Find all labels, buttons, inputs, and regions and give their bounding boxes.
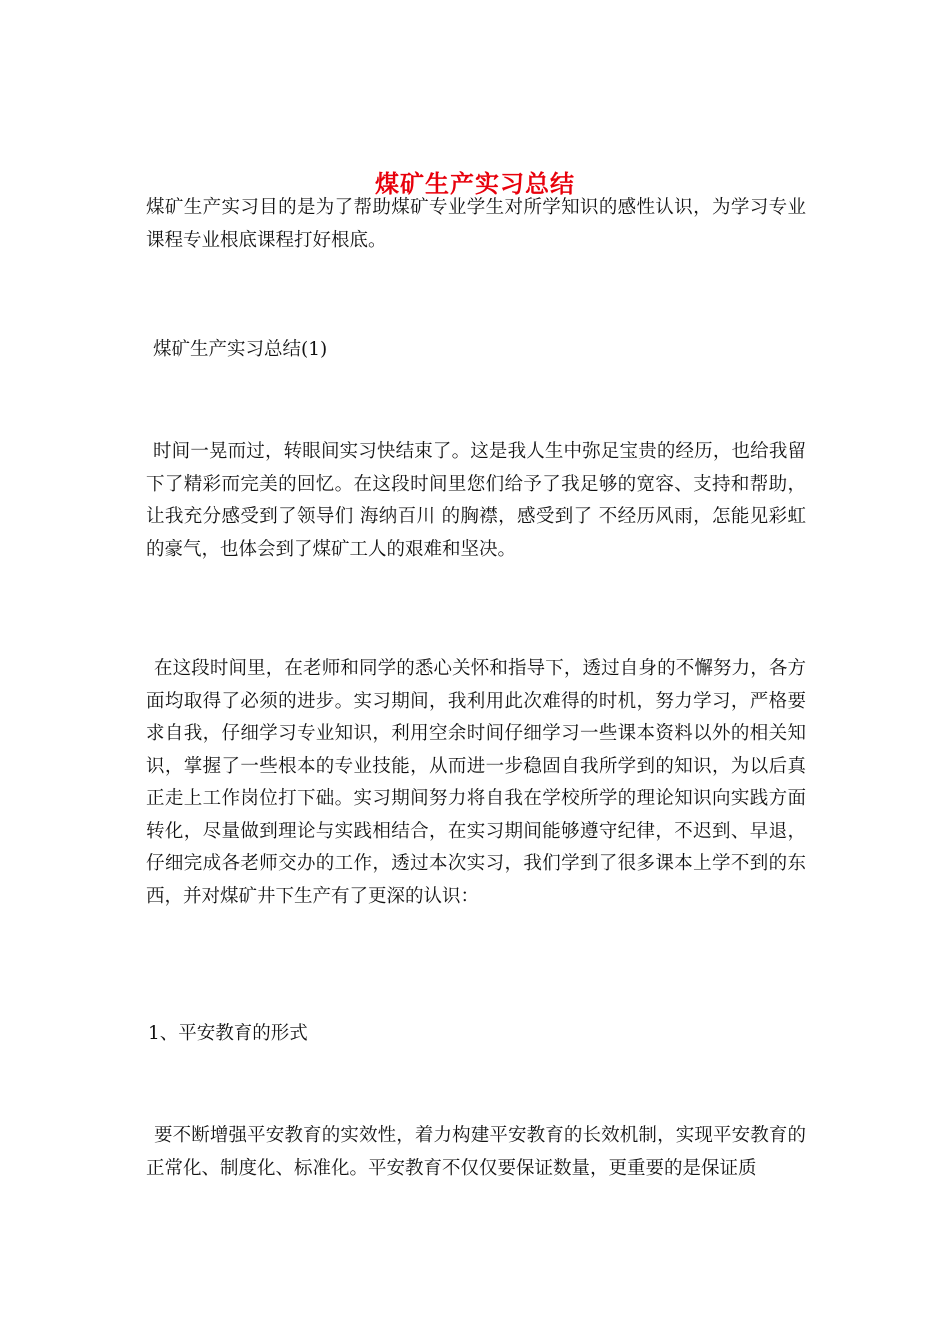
- paragraph-3: [146, 1120, 806, 1185]
- paragraph-3-text: 要不断增强平安教育的实效性，着力构建平安教育的长效机制，实现平安教育的正常化、制度化、标准化。平安教育不仅仅要保证数量，更重要的是保证质: [146, 1125, 806, 1179]
- heading-1: 1、平安教育的形式: [148, 1023, 308, 1044]
- paragraph-2-text: 在这段时间里，在老师和同学的悉心关怀和指导下，透过自身的不懈努力，各方面均取得了必须的进步。实习期间，我利用此次难得的时机，努力学习，严格要求自我，仔细学习专业知识，利用空余时间仔细学习一些课本资料以外的相关知识，掌握了一些根本的专业技能，从而进一步稳固自我所学到的知识，为以后真正走上工作岗位打下础。实习期间努力将自我在学校所学的理论知识向实践方面转化，尽量做到理论与实践相结合，在实习期间能够遵守纪律，不迟到、早退，仔细完成各老师交办的工作，透过本次实习，我们学到了很多课本上学不到的东西，并对煤矿井下生产有了更深的认识：: [146, 658, 806, 907]
- paragraph-1-text: 时间一晃而过，转眼间实习快结束了。这是我人生中弥足宝贵的经历，也给我留下了精彩而完美的回忆。在这段时间里您们给予了我足够的宽容、支持和帮助，让我充分感受到了领导们 海纳百川 的胸襟，感受到了 不经历风雨，怎能见彩虹 的豪气，也体会到了煤矿工人的艰难和坚决。: [146, 441, 806, 560]
- intro-paragraph: 煤矿生产实习目的是为了帮助煤矿专业学生对所学知识的感性认识，为学习专业课程专业根底课程打好根底。: [146, 197, 806, 251]
- paragraph-2: [146, 653, 806, 913]
- document-title: 煤矿生产实习总结: [375, 169, 575, 199]
- paragraph-1: [146, 436, 806, 566]
- section-title: 煤矿生产实习总结(1): [153, 339, 328, 360]
